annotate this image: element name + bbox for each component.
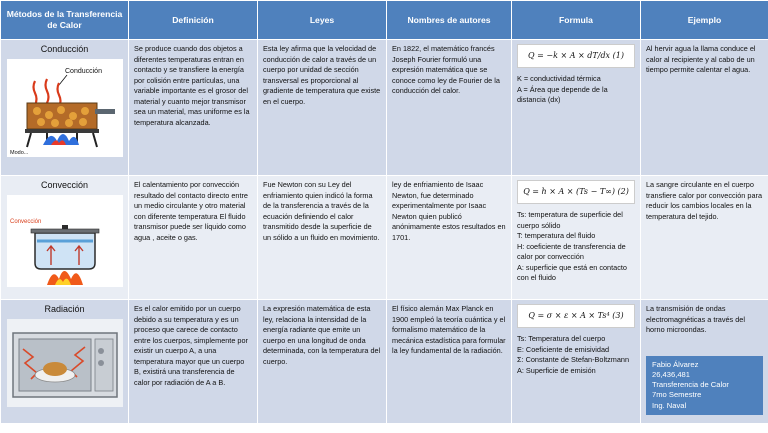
formula-legend-line: E: Coeficiente de emisividad <box>517 344 610 354</box>
definition-cell: Es el calor emitido por un cuerpo debido a su temperatura y es un proceso que carece de contacto entre los cuerpos, simplemente por existir un cuerpo A, a una temperatura mayor que un cuerpo B, existirá una transferencia de calor por radiación de A a B. <box>129 300 258 424</box>
formula-legend-line: Ts: Temperatura del cuerpo <box>517 334 606 343</box>
example-text: La transmisión de ondas electromagnéticas a través del horno microondas. <box>646 304 745 335</box>
method-cell <box>1 176 129 300</box>
example-cell <box>641 300 768 424</box>
method-name: Convección <box>40 180 89 190</box>
formula-legend <box>517 210 635 284</box>
author-id: 26,436,481 <box>652 369 691 379</box>
example-cell: Al hervir agua la llama conduce el calor al recipiente y al cabo de un tiempo permite calentar el agua. <box>641 40 768 176</box>
header-definition: Definición <box>129 1 258 40</box>
method-cell <box>1 40 129 176</box>
header-authors: Nombres de autores <box>387 1 512 40</box>
authors-cell: En 1822, el matemático francés Joseph Fourier formuló una expresión matemática que se conoce como ley de Fourier de la conducción del calor. <box>387 40 512 176</box>
header-formula: Formula <box>512 1 641 40</box>
conduction-image-caption: Modo... <box>9 150 28 157</box>
row-conduccion <box>1 40 768 176</box>
definition-cell: Se produce cuando dos objetos a diferentes temperaturas entran en contacto y se transfiere la energía por colisión entre partículas, una variable importante es el grosor del material y cuanto mejor transmisor sea un material, mas uniforme es la temperatura alcanzada. <box>129 40 258 176</box>
formula-legend-line: Ts: temperatura de superficie del cuerpo sólido <box>517 210 623 230</box>
conduction-image-label: Conducción <box>64 68 102 76</box>
law-cell: Fue Newton con su Ley del enfriamiento quien indicó la forma de la transferencia a través de la ecuación definiendo el calor transmitido desde la superficie de un sólido a un fluido en movimiento. <box>258 176 387 300</box>
formula-box: Q = −k × A × dT/dx (1) <box>517 44 635 68</box>
author-program: Ing. Naval <box>652 400 687 410</box>
header-row <box>1 1 768 40</box>
method-cell <box>1 300 129 424</box>
formula-cell <box>512 300 641 424</box>
formula-legend <box>517 74 635 106</box>
method-name: Radiación <box>44 304 85 314</box>
formula-legend-line: A: superficie que está en contacto con el fluido <box>517 262 627 283</box>
formula-box: Q = σ × ε × A × Ts⁴ (3) <box>517 304 635 328</box>
formula-legend-line: T: temperatura del fluido <box>517 231 596 241</box>
header-example: Ejemplo <box>641 1 768 40</box>
formula-legend-line: H: coeficiente de transferencia de calor por convección <box>517 241 626 262</box>
formula-legend-line: A: Superficie de emisión <box>517 365 596 375</box>
header-methods: Métodos de la Transferencia de Calor <box>1 1 129 40</box>
author-semester: 7mo Semestre <box>652 390 702 400</box>
formula-legend <box>517 334 635 376</box>
formula-cell <box>512 40 641 176</box>
formula-cell <box>512 176 641 300</box>
row-radiacion <box>1 300 768 424</box>
author-name: Fabio Álvarez <box>652 359 699 369</box>
example-cell: La sangre circulante en el cuerpo transfiere calor por convección para reducir los cambios locales en la temperatura del tejido. <box>641 176 768 300</box>
formula-legend-line: K = conductividad térmica <box>517 74 601 83</box>
row-conveccion <box>1 176 768 300</box>
method-name: Conducción <box>40 44 89 54</box>
convection-image-label: Convección <box>9 219 41 226</box>
conduction-illustration <box>7 59 123 157</box>
microwave-illustration <box>7 319 123 407</box>
authors-cell: El físico alemán Max Planck en 1900 empleó la teoría cuántica y el formalismo matemático de la mecánica estadística para formular la ley fundamental de la radiación. <box>387 300 512 424</box>
convection-illustration <box>7 195 123 287</box>
definition-cell: El calentamiento por convección resultado del contacto directo entre un medio circulante y otro material con diferente temperatura El fluido transmisor puede ser líquido como agua , aceite o gas. <box>129 176 258 300</box>
author-course: Transferencia de Calor <box>652 380 729 390</box>
author-card <box>646 356 763 415</box>
authors-cell: ley de enfriamiento de Isaac Newton, fue determinado experimentalmente por Isaac Newton quien publicó anónimamente estos resultados en 1701. <box>387 176 512 300</box>
header-laws: Leyes <box>258 1 387 40</box>
law-cell: La expresión matemática de esta ley, relaciona la intensidad de la energía radiante que emite un cuerpo en una longitud de onda determinada, con la temperatura del cuerpo. <box>258 300 387 424</box>
formula-legend-line: Σ: Constante de Stefan-Boltzmann <box>517 355 630 365</box>
formula-legend-line: A = Área que depende de la distancia (dx) <box>517 84 608 105</box>
law-cell: Esta ley afirma que la velocidad de conducción de calor a través de un cuerpo por unidad de sección transversal es proporcional al gradiente de temperatura que existe en el cuerpo. <box>258 40 387 176</box>
formula-box: Q = h × A × (Ts − T∞) (2) <box>517 180 635 204</box>
